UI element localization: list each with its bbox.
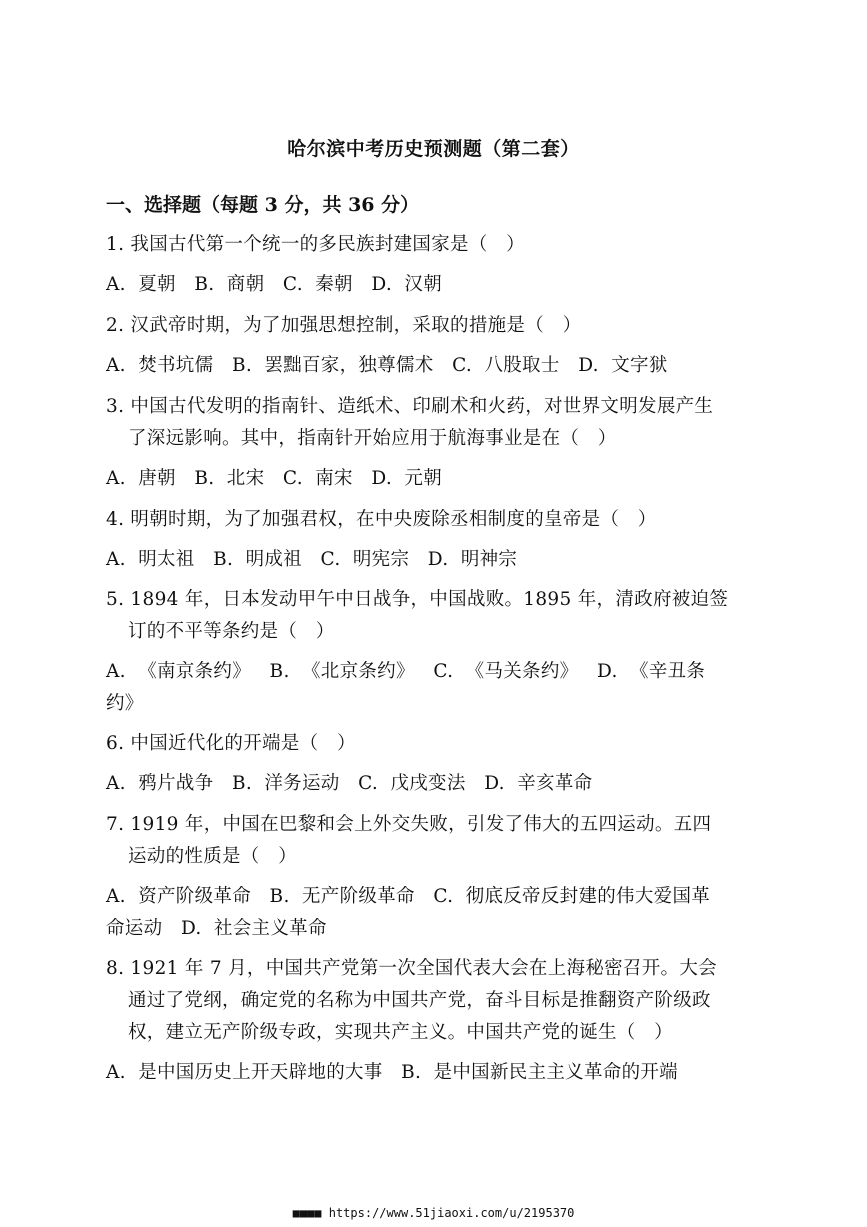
options-5: A. 《南京条约》 B. 《北京条约》 C. 《马关条约》 D. 《辛丑条	[106, 661, 706, 682]
question-2: 2. 汉武帝时期，为了加强思想控制，采取的措施是（ ）	[106, 315, 582, 336]
question-8-cont-2: 权，建立无产阶级专政，实现共产主义。中国共产党的诞生（ ）	[128, 1022, 673, 1043]
question-6: 6. 中国近代化的开端是（ ）	[106, 733, 356, 754]
footer-url: ■■■■ https://www.51jiaoxi.com/u/2195370	[292, 1206, 575, 1220]
options-7: A. 资产阶级革命 B. 无产阶级革命 C. 彻底反帝反封建的伟大爱国革	[106, 886, 711, 907]
options-6: A. 鸦片战争 B. 洋务运动 C. 戊戌变法 D. 辛亥革命	[106, 773, 593, 794]
question-5-cont: 订的不平等条约是（ ）	[128, 621, 335, 642]
question-1: 1. 我国古代第一个统一的多民族封建国家是（ ）	[106, 234, 525, 255]
options-2: A. 焚书坑儒 B. 罢黜百家，独尊儒术 C. 八股取士 D. 文字狱	[106, 355, 668, 376]
options-3: A. 唐朝 B. 北宋 C. 南宋 D. 元朝	[106, 468, 443, 489]
options-7-cont: 命运动 D. 社会主义革命	[106, 918, 327, 939]
question-3-cont: 了深远影响。其中，指南针开始应用于航海事业是在（ ）	[128, 428, 617, 449]
options-5-cont: 约》	[106, 693, 144, 714]
question-8: 8. 1921 年 7 月，中国共产党第一次全国代表大会在上海秘密召开。大会	[106, 958, 717, 979]
question-5: 5. 1894 年，日本发动甲午中日战争，中国战败。1895 年，清政府被迫签	[106, 589, 729, 610]
question-8-cont-1: 通过了党纲，确定党的名称为中国共产党，奋斗目标是推翻资产阶级政	[128, 990, 711, 1011]
options-1: A. 夏朝 B. 商朝 C. 秦朝 D. 汉朝	[106, 274, 443, 295]
options-8: A. 是中国历史上开天辟地的大事 B. 是中国新民主主义革命的开端	[106, 1062, 678, 1083]
question-7-cont: 运动的性质是（ ）	[128, 846, 297, 867]
options-4: A. 明太祖 B. 明成祖 C. 明宪宗 D. 明神宗	[106, 549, 518, 570]
question-4: 4. 明朝时期，为了加强君权，在中央废除丞相制度的皇帝是（ ）	[106, 509, 657, 530]
document-title: 哈尔滨中考历史预测题（第二套）	[287, 138, 580, 160]
section-heading: 一、选择题（每题 3 分，共 36 分）	[106, 194, 420, 216]
question-7: 7. 1919 年，中国在巴黎和会上外交失败，引发了伟大的五四运动。五四	[106, 814, 712, 835]
question-3: 3. 中国古代发明的指南针、造纸术、印刷术和火药，对世界文明发展产生	[106, 396, 714, 417]
